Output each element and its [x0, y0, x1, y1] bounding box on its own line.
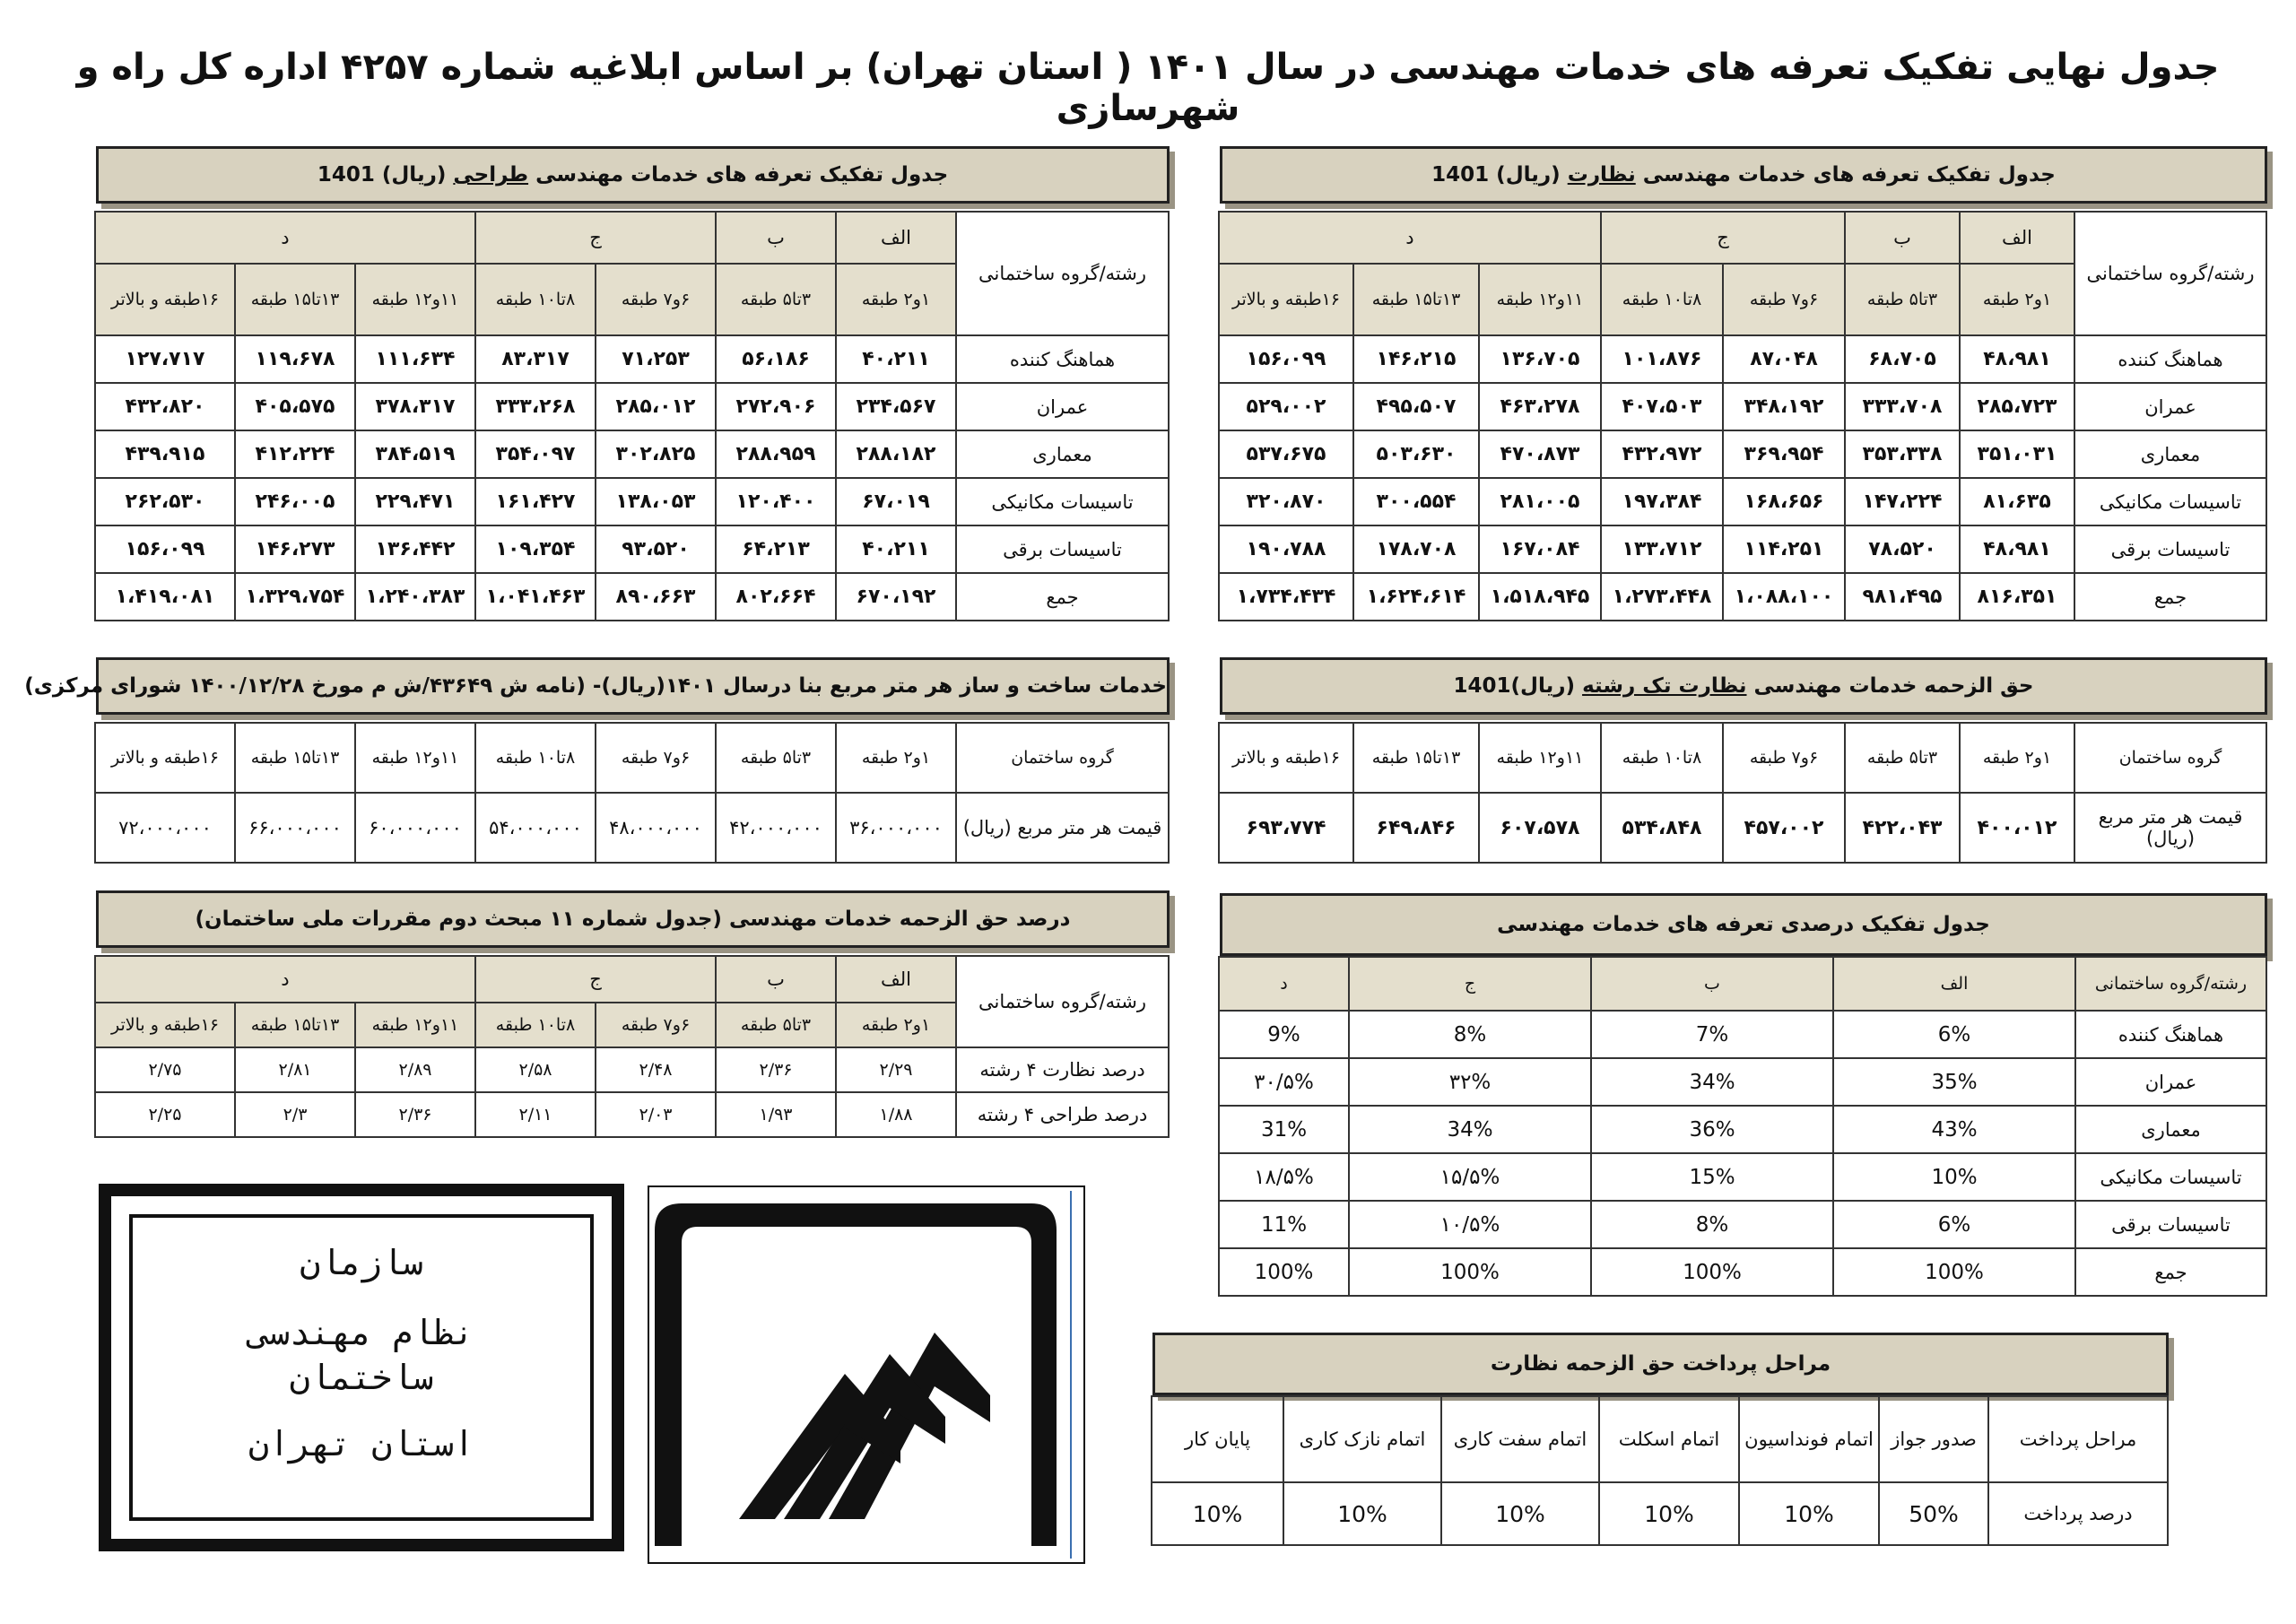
table-row: [1219, 335, 2266, 383]
floor-header: ۸تا۱۰ طبقه: [475, 1003, 596, 1047]
supervision-tariff-table: [1220, 146, 2267, 621]
design-tariff-table: [96, 146, 1170, 621]
value-cell: ۱،۵۱۸،۹۴۵: [1479, 573, 1601, 621]
value-cell: ۲۴۶،۰۰۵: [235, 478, 355, 525]
table-row: [1219, 430, 2266, 478]
percent-breakdown-table: [1220, 893, 2267, 1297]
value-cell: ۵۲۹،۰۰۲: [1219, 383, 1353, 430]
value-cell: ۳۸۴،۵۱۹: [355, 430, 475, 478]
value-cell: ۶۴۹،۸۴۶: [1353, 793, 1479, 863]
table-row: [1219, 1153, 2266, 1201]
floor-header: ۱۳تا۱۵ طبقه: [1353, 264, 1479, 335]
stage-header: پایان کار: [1152, 1396, 1283, 1482]
value-cell: ۲/۳: [235, 1092, 355, 1137]
row-label: هماهنگ کننده: [2075, 1011, 2266, 1058]
group-header: الف: [1960, 212, 2074, 264]
value-cell: ۲۸۱،۰۰۵: [1479, 478, 1601, 525]
value-cell: 100%: [1833, 1248, 2075, 1296]
group-header: ج: [1601, 212, 1845, 264]
row-label: تاسیسات مکانیکی: [2075, 1153, 2266, 1201]
row-label: تاسیسات مکانیکی: [2074, 478, 2266, 525]
row-label: عمران: [2074, 383, 2266, 430]
group-header: ج: [475, 956, 716, 1003]
floor-header: ۶و۷ طبقه: [596, 264, 716, 335]
value-cell: 6%: [1833, 1201, 2075, 1248]
value-cell: ۵۳۷،۶۷۵: [1219, 430, 1353, 478]
row-label: درصد پرداخت: [1988, 1482, 2168, 1545]
floor-header: ۱۶طبقه و بالاتر: [95, 723, 235, 793]
value-cell: ۶۰،۰۰۰،۰۰۰: [355, 793, 475, 863]
value-cell: 8%: [1349, 1011, 1591, 1058]
value-cell: ۹۳،۵۲۰: [596, 525, 716, 573]
floor-header: ۱و۲ طبقه: [1960, 723, 2074, 793]
value-cell: ۱۲۷،۷۱۷: [95, 335, 235, 383]
value-cell: ۱۳۸،۰۵۳: [596, 478, 716, 525]
value-cell: ۱۵/۵%: [1349, 1153, 1591, 1201]
value-cell: ۱۷۸،۷۰۸: [1353, 525, 1479, 573]
payment-stages-table: [1152, 1333, 2169, 1546]
value-cell: ۲/۲۹: [836, 1047, 956, 1092]
value-cell: ۱۳۶،۷۰۵: [1479, 335, 1601, 383]
floor-header: ۱و۲ طبقه: [1960, 264, 2074, 335]
floor-header: ۱و۲ طبقه: [836, 1003, 956, 1047]
row-label: درصد نظارت ۴ رشته: [956, 1047, 1169, 1092]
org-line: استان تهران: [248, 1424, 474, 1463]
value-cell: ۳۷۸،۳۱۷: [355, 383, 475, 430]
value-cell: 10%: [1152, 1482, 1283, 1545]
floor-header: ۱۶طبقه و بالاتر: [1219, 723, 1353, 793]
row-label: معماری: [956, 430, 1169, 478]
value-cell: ۵۴،۰۰۰،۰۰۰: [475, 793, 596, 863]
building-group-header: گروه ساختمان: [956, 723, 1169, 793]
floor-header: ۸تا۱۰ طبقه: [475, 723, 596, 793]
stage-header: اتمام نازک کاری: [1283, 1396, 1441, 1482]
value-cell: ۱۹۰،۷۸۸: [1219, 525, 1353, 573]
value-cell: ۱۶۷،۰۸۴: [1479, 525, 1601, 573]
table-row: [95, 525, 1169, 573]
payment-stages-header: مراحل پرداخت: [1988, 1396, 2168, 1482]
value-cell: ۱،۲۷۳،۴۴۸: [1601, 573, 1723, 621]
construction-caption: خدمات ساخت و ساز هر متر مربع بنا درسال ۱۴۰۱(ریال)- (نامه ش ۴۳۶۴۹/ش م مورخ ۱۴۰۰/۱۲/۲۸ شورای مرکزی): [96, 657, 1170, 715]
value-cell: ۲۸۵،۷۲۳: [1960, 383, 2074, 430]
floor-header: ۶و۷ طبقه: [1723, 264, 1845, 335]
table-row: [95, 430, 1169, 478]
floor-header: ۳تا۵ طبقه: [716, 264, 836, 335]
value-cell: ۴۸،۰۰۰،۰۰۰: [596, 793, 716, 863]
organization-wordmark: [99, 1184, 624, 1551]
floor-header: ۱۶طبقه و بالاتر: [95, 1003, 235, 1047]
value-cell: ۲/۰۳: [596, 1092, 716, 1137]
value-cell: ۱۴۷،۲۲۴: [1845, 478, 1960, 525]
percent-breakdown-caption: جدول تفکیک درصدی تعرفه های خدمات مهندسی: [1220, 893, 2267, 956]
single-supervision-table: [1220, 657, 2267, 864]
engineering-org-emblem-icon: [648, 1185, 1085, 1564]
value-cell: ۷۸،۵۲۰: [1845, 525, 1960, 573]
value-cell: ۷۱،۲۵۳: [596, 335, 716, 383]
table-row: [95, 1092, 1169, 1137]
value-cell: ۴۷۰،۸۷۳: [1479, 430, 1601, 478]
value-cell: ۴۹۵،۵۰۷: [1353, 383, 1479, 430]
floor-header: ۳تا۵ طبقه: [1845, 264, 1960, 335]
value-cell: 10%: [1283, 1482, 1441, 1545]
value-cell: ۴۱۲،۲۲۴: [235, 430, 355, 478]
value-cell: 6%: [1833, 1011, 2075, 1058]
value-cell: ۳۳۳،۷۰۸: [1845, 383, 1960, 430]
value-cell: ۱/۹۳: [716, 1092, 836, 1137]
value-cell: ۳۰/۵%: [1219, 1058, 1349, 1106]
fee-percent-caption: درصد حق الزحمه خدمات مهندسی (جدول شماره ۱۱ مبحث دوم مقررات ملی ساختمان): [96, 890, 1170, 948]
group-header: د: [1219, 957, 1349, 1011]
value-cell: 10%: [1739, 1482, 1879, 1545]
value-cell: ۳۶۹،۹۵۴: [1723, 430, 1845, 478]
value-cell: 34%: [1591, 1058, 1833, 1106]
table-row: [1219, 525, 2266, 573]
value-cell: ۳۵۴،۰۹۷: [475, 430, 596, 478]
value-cell: ۱۰۹،۳۵۴: [475, 525, 596, 573]
row-label: جمع: [2075, 1248, 2266, 1296]
row-label: قیمت هر متر مربع (ریال): [956, 793, 1169, 863]
row-label: تاسیسات مکانیکی: [956, 478, 1169, 525]
group-header: الف: [1833, 957, 2075, 1011]
table-row: [95, 1047, 1169, 1092]
value-cell: ۵۳۴،۸۴۸: [1601, 793, 1723, 863]
value-cell: 10%: [1599, 1482, 1739, 1545]
value-cell: ۱۵۶،۰۹۹: [95, 525, 235, 573]
floor-header: ۸تا۱۰ طبقه: [475, 264, 596, 335]
org-line: سازمان: [300, 1243, 423, 1282]
value-cell: ۱۰۱،۸۷۶: [1601, 335, 1723, 383]
value-cell: ۳۵۱،۰۳۱: [1960, 430, 2074, 478]
value-cell: ۲/۸۱: [235, 1047, 355, 1092]
value-cell: ۳۴۸،۱۹۲: [1723, 383, 1845, 430]
value-cell: ۱،۳۲۹،۷۵۴: [235, 573, 355, 621]
floor-header: ۶و۷ طبقه: [1723, 723, 1845, 793]
floor-header: ۱۳تا۱۵ طبقه: [235, 723, 355, 793]
value-cell: ۸۰۲،۶۶۴: [716, 573, 836, 621]
table-row: [95, 335, 1169, 383]
stage-header: اتمام فونداسیون: [1739, 1396, 1879, 1482]
value-cell: ۶۴،۲۱۳: [716, 525, 836, 573]
group-header: ب: [716, 212, 836, 264]
value-cell: ۱۳۳،۷۱۲: [1601, 525, 1723, 573]
row-label: تاسیسات برقی: [2075, 1201, 2266, 1248]
value-cell: ۴۳۹،۹۱۵: [95, 430, 235, 478]
value-cell: ۲/۱۱: [475, 1092, 596, 1137]
table-row: [95, 573, 1169, 621]
value-cell: ۴۸،۹۸۱: [1960, 525, 2074, 573]
value-cell: 8%: [1591, 1201, 1833, 1248]
fee-percent-table: [96, 890, 1170, 1138]
building-group-header: گروه ساختمان: [2074, 723, 2266, 793]
table-row: [1219, 1058, 2266, 1106]
value-cell: ۴۳۲،۹۷۲: [1601, 430, 1723, 478]
value-cell: 50%: [1879, 1482, 1988, 1545]
value-cell: ۳۲%: [1349, 1058, 1591, 1106]
value-cell: ۲/۳۶: [716, 1047, 836, 1092]
group-header: د: [95, 956, 475, 1003]
group-header: الف: [836, 212, 956, 264]
value-cell: ۱،۰۴۱،۴۶۳: [475, 573, 596, 621]
value-cell: ۳۰۰،۵۵۴: [1353, 478, 1479, 525]
value-cell: ۴۰،۲۱۱: [836, 335, 956, 383]
row-label: هماهنگ کننده: [2074, 335, 2266, 383]
value-cell: 9%: [1219, 1011, 1349, 1058]
value-cell: ۴۸،۹۸۱: [1960, 335, 2074, 383]
value-cell: ۴۶۳،۲۷۸: [1479, 383, 1601, 430]
value-cell: 7%: [1591, 1011, 1833, 1058]
row-label: عمران: [956, 383, 1169, 430]
value-cell: 15%: [1591, 1153, 1833, 1201]
table-row: [1219, 1248, 2266, 1296]
value-cell: ۱۰/۵%: [1349, 1201, 1591, 1248]
floor-header: ۱۱و۱۲ طبقه: [355, 264, 475, 335]
value-cell: ۲۸۸،۹۵۹: [716, 430, 836, 478]
discipline-header: رشته/گروه ساختمانی: [956, 956, 1169, 1047]
value-cell: ۲۸۵،۰۱۲: [596, 383, 716, 430]
discipline-header: رشته/گروه ساختمانی: [956, 212, 1169, 335]
floor-header: ۱۱و۱۲ طبقه: [1479, 723, 1601, 793]
value-cell: 100%: [1349, 1248, 1591, 1296]
value-cell: ۸۹۰،۶۶۳: [596, 573, 716, 621]
value-cell: 10%: [1833, 1153, 2075, 1201]
row-label: تاسیسات برقی: [956, 525, 1169, 573]
value-cell: ۴۳۲،۸۲۰: [95, 383, 235, 430]
value-cell: ۵۶،۱۸۶: [716, 335, 836, 383]
floor-header: ۱۱و۱۲ طبقه: [1479, 264, 1601, 335]
floor-header: ۳تا۵ طبقه: [1845, 723, 1960, 793]
value-cell: ۶۹۳،۷۷۴: [1219, 793, 1353, 863]
value-cell: ۵۰۳،۶۳۰: [1353, 430, 1479, 478]
value-cell: ۳۵۳،۳۳۸: [1845, 430, 1960, 478]
group-header: ب: [716, 956, 836, 1003]
value-cell: 34%: [1349, 1106, 1591, 1153]
value-cell: ۳۳۳،۲۶۸: [475, 383, 596, 430]
table-row: [1219, 1201, 2266, 1248]
value-cell: 100%: [1219, 1248, 1349, 1296]
value-cell: ۴۰۵،۵۷۵: [235, 383, 355, 430]
floor-header: ۱۱و۱۲ طبقه: [355, 723, 475, 793]
supervision-table-caption: جدول تفکیک تعرفه های خدمات مهندسی نظارت (ریال) 1401: [1220, 146, 2267, 204]
value-cell: ۱۱۹،۶۷۸: [235, 335, 355, 383]
value-cell: 43%: [1833, 1106, 2075, 1153]
single-supervision-caption: حق الزحمه خدمات مهندسی نظارت تک رشته (ریال)1401: [1220, 657, 2267, 715]
design-table-caption: جدول تفکیک تعرفه های خدمات مهندسی طراحی (ریال) 1401: [96, 146, 1170, 204]
org-line: نظام مهندسی: [248, 1313, 474, 1352]
value-cell: ۱۴۶،۲۷۳: [235, 525, 355, 573]
emblem-graphic: [649, 1187, 1083, 1562]
value-cell: ۲/۸۹: [355, 1047, 475, 1092]
org-line: ساختمان: [289, 1358, 434, 1397]
stage-header: صدور جواز: [1879, 1396, 1988, 1482]
row-label: عمران: [2075, 1058, 2266, 1106]
group-header: د: [95, 212, 475, 264]
floor-header: ۸تا۱۰ طبقه: [1601, 264, 1723, 335]
value-cell: ۴۵۷،۰۰۲: [1723, 793, 1845, 863]
value-cell: ۱۲۰،۴۰۰: [716, 478, 836, 525]
floor-header: ۱و۲ طبقه: [836, 264, 956, 335]
row-label: معماری: [2075, 1106, 2266, 1153]
value-cell: ۱،۶۲۴،۶۱۴: [1353, 573, 1479, 621]
row-label: قیمت هر متر مربع (ریال): [2074, 793, 2266, 863]
group-header: ج: [1349, 957, 1591, 1011]
value-cell: ۱۳۶،۴۴۲: [355, 525, 475, 573]
table-row: [95, 478, 1169, 525]
value-cell: ۲/۳۶: [355, 1092, 475, 1137]
value-cell: ۲۷۲،۹۰۶: [716, 383, 836, 430]
floor-header: ۸تا۱۰ طبقه: [1601, 723, 1723, 793]
value-cell: 31%: [1219, 1106, 1349, 1153]
floor-header: ۱۳تا۱۵ طبقه: [235, 264, 355, 335]
value-cell: ۱۶۱،۴۲۷: [475, 478, 596, 525]
floor-header: ۱۶طبقه و بالاتر: [95, 264, 235, 335]
value-cell: ۹۸۱،۴۹۵: [1845, 573, 1960, 621]
value-cell: ۶۸،۷۰۵: [1845, 335, 1960, 383]
value-cell: ۱،۲۴۰،۳۸۳: [355, 573, 475, 621]
floor-header: ۳تا۵ طبقه: [716, 1003, 836, 1047]
value-cell: ۱،۰۸۸،۱۰۰: [1723, 573, 1845, 621]
group-header: ج: [475, 212, 716, 264]
floor-header: ۱۳تا۱۵ طبقه: [1353, 723, 1479, 793]
floor-header: ۱۳تا۱۵ طبقه: [235, 1003, 355, 1047]
value-cell: ۳۲۰،۸۷۰: [1219, 478, 1353, 525]
value-cell: ۲/۲۵: [95, 1092, 235, 1137]
value-cell: ۲۸۸،۱۸۲: [836, 430, 956, 478]
value-cell: ۲/۴۸: [596, 1047, 716, 1092]
row-label: تاسیسات برقی: [2074, 525, 2266, 573]
table-row: [1219, 478, 2266, 525]
construction-price-table: [24, 657, 1170, 864]
value-cell: ۱۸/۵%: [1219, 1153, 1349, 1201]
row-label: هماهنگ کننده: [956, 335, 1169, 383]
stage-header: اتمام اسکلت: [1599, 1396, 1739, 1482]
value-cell: ۸۱،۶۳۵: [1960, 478, 2074, 525]
group-header: الف: [836, 956, 956, 1003]
value-cell: 36%: [1591, 1106, 1833, 1153]
value-cell: 35%: [1833, 1058, 2075, 1106]
value-cell: ۴۰۰،۰۱۲: [1960, 793, 2074, 863]
table-row: [1219, 1106, 2266, 1153]
value-cell: ۲۳۴،۵۶۷: [836, 383, 956, 430]
value-cell: ۶۶،۰۰۰،۰۰۰: [235, 793, 355, 863]
value-cell: ۱۴۶،۲۱۵: [1353, 335, 1479, 383]
floor-header: ۱۶طبقه و بالاتر: [1219, 264, 1353, 335]
table-row: [95, 383, 1169, 430]
value-cell: ۲/۷۵: [95, 1047, 235, 1092]
value-cell: ۲/۵۸: [475, 1047, 596, 1092]
row-label: جمع: [2074, 573, 2266, 621]
group-header: ب: [1845, 212, 1960, 264]
value-cell: ۱۱۱،۶۳۴: [355, 335, 475, 383]
value-cell: ۴۰،۲۱۱: [836, 525, 956, 573]
value-cell: ۱/۸۸: [836, 1092, 956, 1137]
value-cell: ۱،۴۱۹،۰۸۱: [95, 573, 235, 621]
floor-header: ۶و۷ طبقه: [596, 1003, 716, 1047]
table-row: [1219, 1011, 2266, 1058]
row-label: جمع: [956, 573, 1169, 621]
value-cell: ۷۲،۰۰۰،۰۰۰: [95, 793, 235, 863]
value-cell: ۸۳،۳۱۷: [475, 335, 596, 383]
payment-caption: مراحل پرداخت حق الزحمه نظارت: [1152, 1333, 2169, 1395]
value-cell: ۱۵۶،۰۹۹: [1219, 335, 1353, 383]
value-cell: ۶۷،۰۱۹: [836, 478, 956, 525]
group-header: ب: [1591, 957, 1833, 1011]
value-cell: ۸۷،۰۴۸: [1723, 335, 1845, 383]
row-label: معماری: [2074, 430, 2266, 478]
value-cell: ۱۱۴،۲۵۱: [1723, 525, 1845, 573]
value-cell: ۳۰۲،۸۲۵: [596, 430, 716, 478]
floor-header: ۳تا۵ طبقه: [716, 723, 836, 793]
value-cell: ۲۲۹،۴۷۱: [355, 478, 475, 525]
value-cell: ۱،۷۳۴،۴۳۴: [1219, 573, 1353, 621]
value-cell: ۴۲،۰۰۰،۰۰۰: [716, 793, 836, 863]
value-cell: ۴۲۲،۰۴۳: [1845, 793, 1960, 863]
value-cell: ۴۰۷،۵۰۳: [1601, 383, 1723, 430]
value-cell: ۱۹۷،۳۸۴: [1601, 478, 1723, 525]
row-label: درصد طراحی ۴ رشته: [956, 1092, 1169, 1137]
value-cell: ۳۶،۰۰۰،۰۰۰: [836, 793, 956, 863]
value-cell: ۱۶۸،۶۵۶: [1723, 478, 1845, 525]
floor-header: ۶و۷ طبقه: [596, 723, 716, 793]
table-row: [1219, 573, 2266, 621]
page-title: جدول نهایی تفکیک تعرفه های خدمات مهندسی در سال ۱۴۰۱ ( استان تهران) بر اساس ابلاغیه شماره ۴۲۵۷ اداره کل راه و شهرسازی: [76, 47, 2220, 129]
value-cell: ۸۱۶،۳۵۱: [1960, 573, 2074, 621]
value-cell: 11%: [1219, 1201, 1349, 1248]
discipline-header: رشته/گروه ساختمانی: [2074, 212, 2266, 335]
floor-header: ۱۱و۱۲ طبقه: [355, 1003, 475, 1047]
stage-header: اتمام سفت کاری: [1441, 1396, 1599, 1482]
discipline-header: رشته/گروه ساختمانی: [2075, 957, 2266, 1011]
table-row: [1219, 383, 2266, 430]
group-header: د: [1219, 212, 1601, 264]
value-cell: ۶۷۰،۱۹۲: [836, 573, 956, 621]
value-cell: ۶۰۷،۵۷۸: [1479, 793, 1601, 863]
floor-header: ۱و۲ طبقه: [836, 723, 956, 793]
value-cell: ۲۶۲،۵۳۰: [95, 478, 235, 525]
value-cell: 100%: [1591, 1248, 1833, 1296]
value-cell: 10%: [1441, 1482, 1599, 1545]
